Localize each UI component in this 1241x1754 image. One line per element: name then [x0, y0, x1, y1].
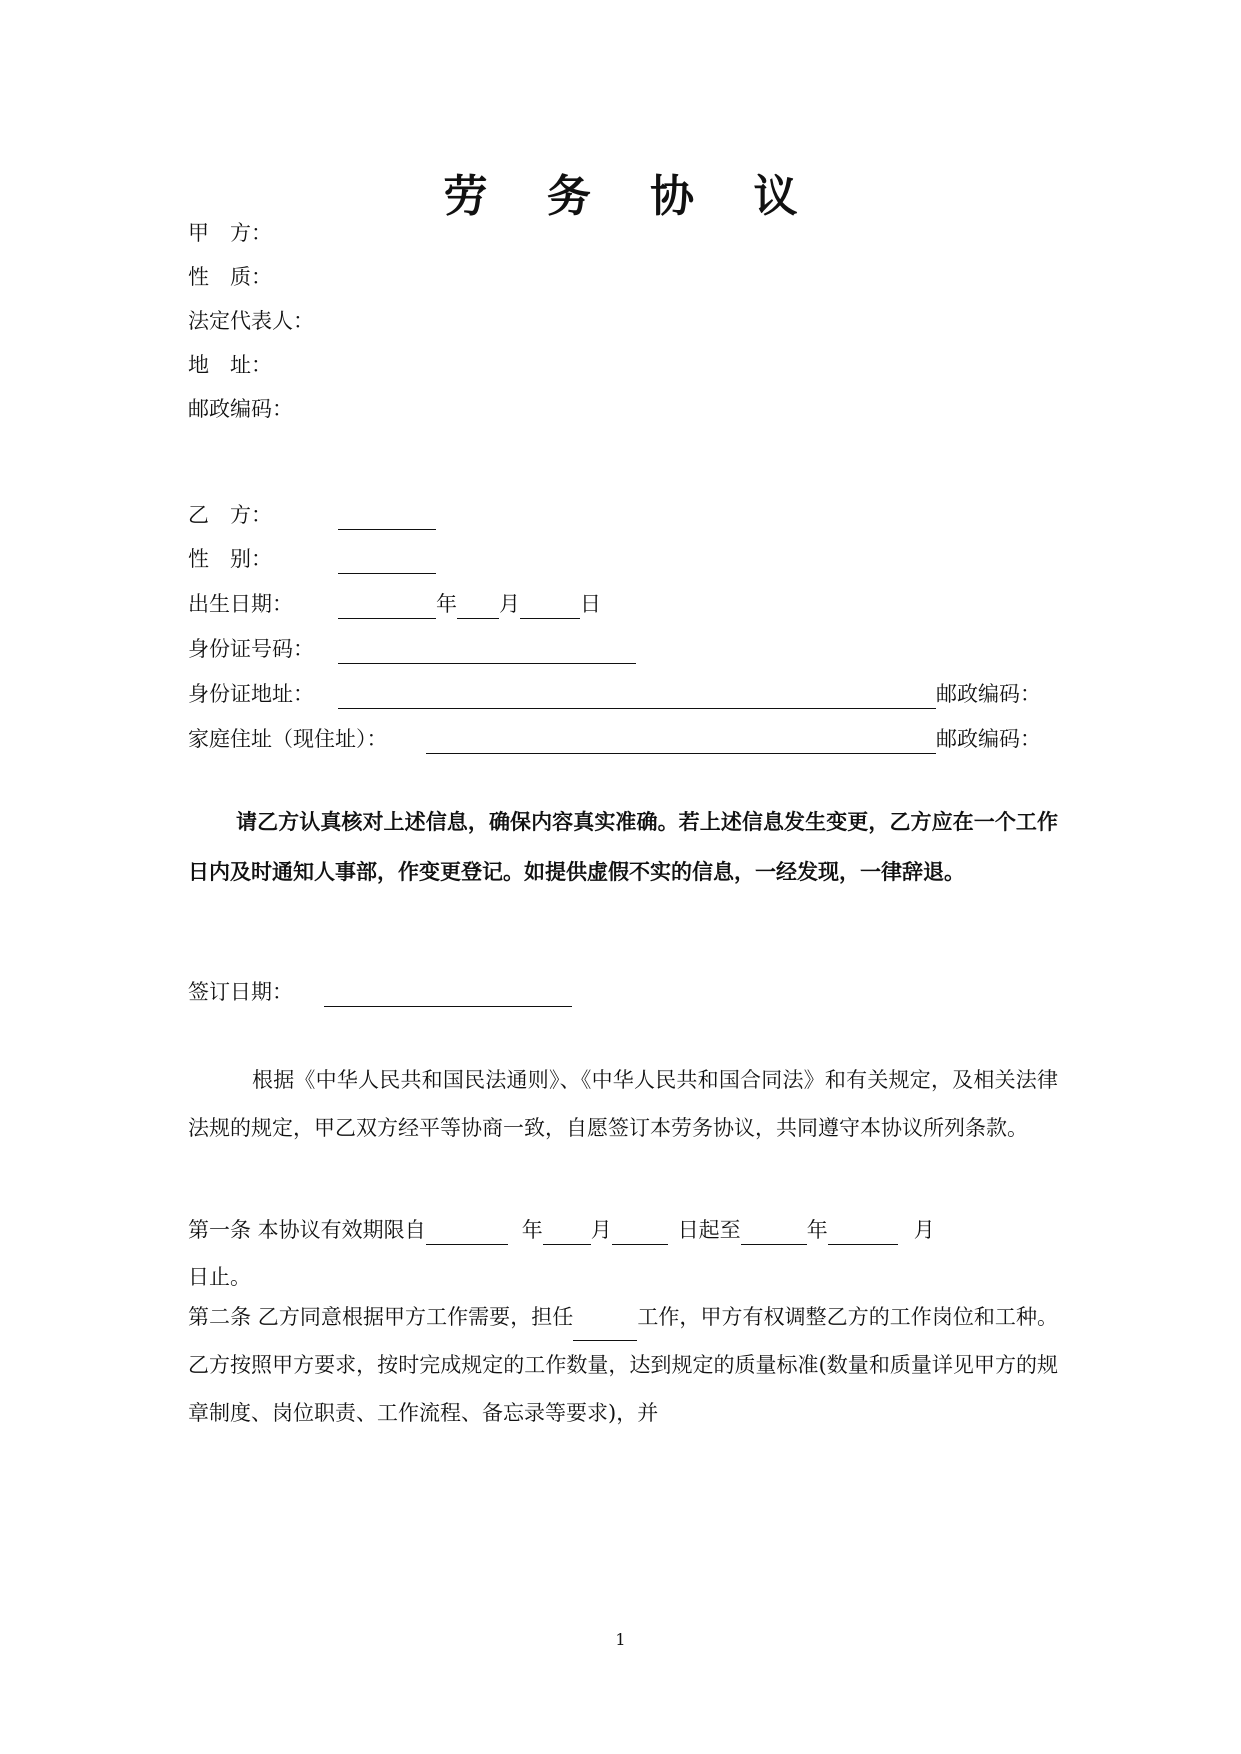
sign-date-line: [188, 977, 572, 1007]
party-b-line: [188, 500, 436, 530]
article-1-line: [188, 1215, 1058, 1245]
document-title: 劳 务 协 议: [443, 171, 820, 222]
article-2-prefix: 第二条 乙方同意根据甲方工作需要，担任: [188, 1305, 574, 1329]
gender-line: [188, 544, 436, 574]
postcode-line: [188, 394, 293, 424]
gender-blank[interactable]: [338, 549, 436, 574]
article-1-prefix: 第一条 本协议有效期限自: [188, 1218, 426, 1242]
article-1-month2-blank[interactable]: [828, 1220, 898, 1245]
article-1-day-blank[interactable]: [612, 1220, 668, 1245]
address-line: [188, 350, 272, 380]
home-address-line: [188, 724, 1041, 754]
id-blank[interactable]: [338, 639, 636, 664]
article-1-year2-blank[interactable]: [741, 1220, 807, 1245]
sign-date-label: 签订日期：: [188, 980, 293, 1004]
postcode-label: 邮政编码：: [188, 397, 293, 421]
party-a-label: 甲 方：: [188, 221, 272, 245]
nature-line: [188, 262, 272, 292]
article-2-position-blank[interactable]: [573, 1320, 637, 1341]
sign-date-blank[interactable]: [324, 982, 572, 1007]
id-address-label: 身份证地址：: [188, 682, 314, 706]
home-postcode-label: 邮政编码：: [936, 727, 1041, 751]
article-1-end: 日止。: [188, 1265, 251, 1289]
article-1-month2-label: 月: [913, 1218, 935, 1242]
home-address-blank[interactable]: [426, 729, 936, 754]
id-address-line: [188, 679, 1041, 709]
article-1-month-label: 月: [590, 1218, 612, 1242]
id-label: 身份证号码：: [188, 637, 314, 661]
rep-label: 法定代表人：: [188, 309, 314, 333]
birth-label: 出生日期：: [188, 592, 293, 616]
party-a-line: [188, 218, 272, 248]
birth-year-label: 年: [436, 592, 457, 616]
article-1-day-label: 日起至: [677, 1218, 741, 1242]
home-address-label: 家庭住址（现住址）：: [188, 727, 388, 751]
article-1-year-label: 年: [521, 1218, 543, 1242]
id-address-blank[interactable]: [338, 684, 936, 709]
birth-day-blank[interactable]: [520, 594, 580, 619]
birth-line: [188, 589, 601, 619]
gender-label: 性 别：: [188, 547, 272, 571]
id-address-postcode-label: 邮政编码：: [936, 682, 1041, 706]
nature-label: 性 质：: [188, 265, 272, 289]
preamble-paragraph: 根据《中华人民共和国民法通则》、《中华人民共和国合同法》和有关规定，及相关法律法规的规定，甲乙双方经平等协商一致，自愿签订本劳务协议，共同遵守本协议所列条款。: [188, 1068, 1058, 1140]
article-1-year2-label: 年: [806, 1218, 828, 1242]
page-number: 1: [615, 1630, 626, 1649]
birth-year-blank[interactable]: [338, 594, 436, 619]
article-2-paragraph: [188, 1293, 1058, 1437]
notice-paragraph: 请乙方认真核对上述信息，确保内容真实准确。若上述信息发生变更，乙方应在一个工作日内及时通知人事部，作变更登记。如提供虚假不实的信息，一经发现，一律辞退。: [188, 809, 1058, 884]
address-label: 地 址：: [188, 353, 272, 377]
article-1-end-line: [188, 1262, 251, 1292]
article-1-month-blank[interactable]: [543, 1220, 591, 1245]
birth-month-blank[interactable]: [457, 594, 499, 619]
birth-month-label: 月: [499, 592, 520, 616]
article-1-year-blank[interactable]: [426, 1220, 508, 1245]
article-2-rest: 工作，甲方有权调整乙方的工作岗位和工种。乙方按照甲方要求，按时完成规定的工作数量，达到规定的质量标准(数量和质量详见甲方的规章制度、岗位职责、工作流程、备忘录等要求)，并: [188, 1305, 1058, 1425]
birth-day-label: 日: [580, 592, 601, 616]
rep-line: [188, 306, 314, 336]
party-b-blank[interactable]: [338, 505, 436, 530]
id-line: [188, 634, 636, 664]
party-b-label: 乙 方：: [188, 503, 272, 527]
